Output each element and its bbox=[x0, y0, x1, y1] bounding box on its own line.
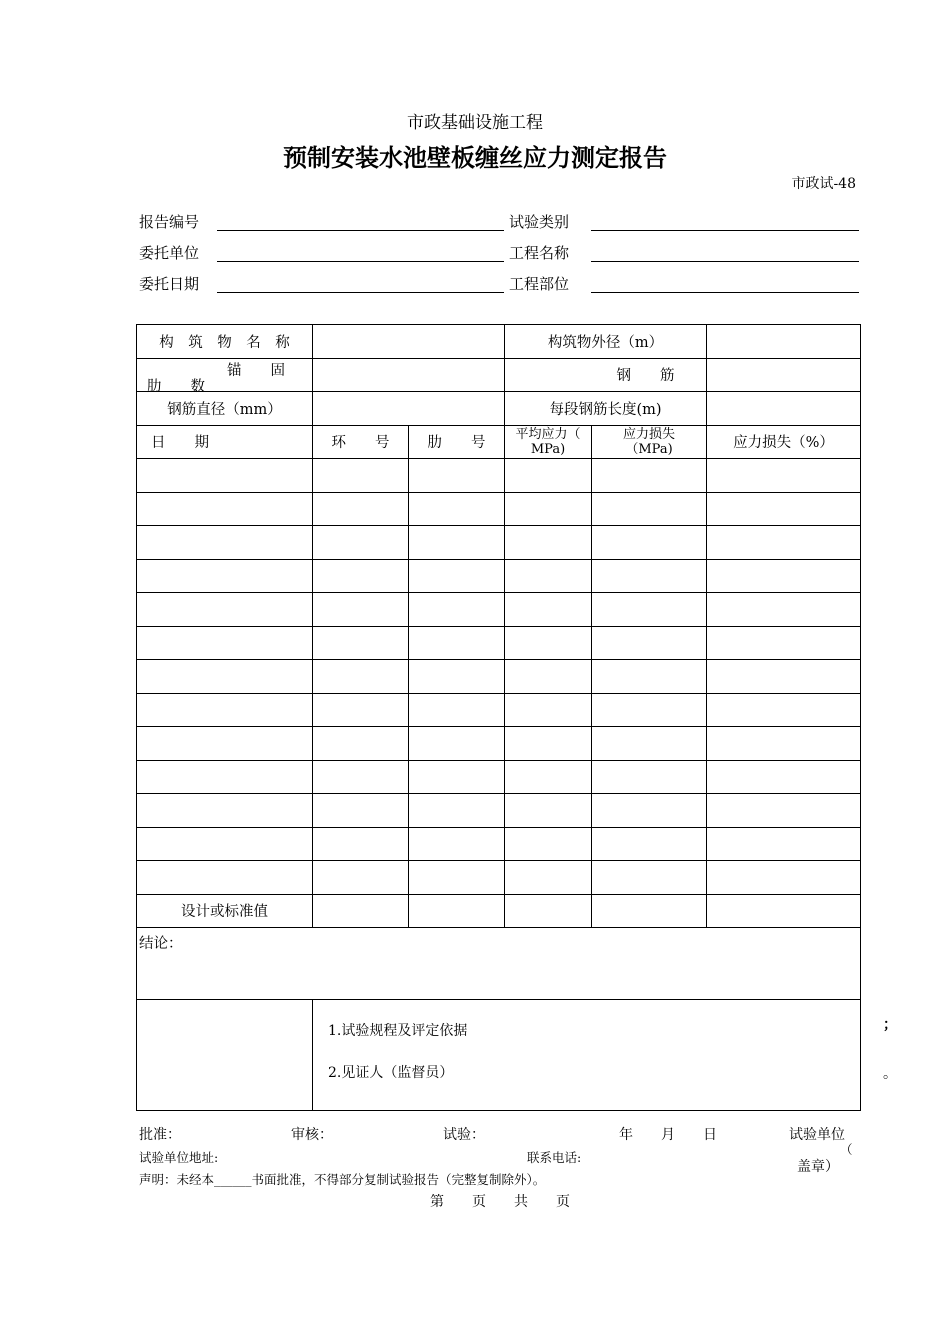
table-row bbox=[137, 693, 861, 727]
test-unit-address: 试验单位地址: bbox=[139, 1150, 219, 1165]
cell[interactable] bbox=[137, 693, 313, 727]
rebar-diameter-label: 钢筋直径（mm） bbox=[137, 392, 313, 426]
cell[interactable] bbox=[707, 760, 861, 794]
rebar-label: 钢 筋 bbox=[505, 358, 707, 392]
note-witness-end: 。 bbox=[883, 1066, 897, 1082]
cell[interactable] bbox=[707, 827, 861, 861]
client-field[interactable] bbox=[217, 261, 504, 262]
footer-date: 年 月 日 bbox=[619, 1127, 717, 1143]
cell[interactable] bbox=[313, 559, 409, 593]
segment-length-value[interactable] bbox=[707, 392, 861, 426]
conclusion-cell[interactable] bbox=[137, 928, 861, 1000]
table-row bbox=[137, 760, 861, 794]
cell[interactable] bbox=[707, 492, 861, 526]
cell[interactable] bbox=[137, 593, 313, 627]
cell[interactable] bbox=[313, 727, 409, 761]
cell[interactable] bbox=[592, 660, 707, 694]
cell[interactable] bbox=[409, 593, 505, 627]
design-value-label: 设计或标准值 bbox=[137, 894, 313, 928]
contact-phone: 联系电话: bbox=[527, 1150, 582, 1165]
cell[interactable] bbox=[137, 459, 313, 493]
cell[interactable] bbox=[313, 794, 409, 828]
cell[interactable] bbox=[707, 626, 861, 660]
cell[interactable] bbox=[592, 559, 707, 593]
col-avg-stress bbox=[505, 425, 592, 459]
cell[interactable] bbox=[707, 559, 861, 593]
cell[interactable] bbox=[313, 626, 409, 660]
col-rib: 肋 号 bbox=[409, 425, 505, 459]
cell[interactable] bbox=[137, 861, 313, 895]
form-number: 市政试-48 bbox=[791, 176, 856, 192]
design-value-cell[interactable] bbox=[505, 894, 592, 928]
col-stress-loss-line1: 应力损失 bbox=[622, 426, 675, 442]
cell[interactable] bbox=[505, 760, 592, 794]
rib-count-label: 肋 数 bbox=[147, 378, 205, 395]
table-row bbox=[137, 861, 861, 895]
table-row bbox=[137, 626, 861, 660]
cell[interactable] bbox=[313, 693, 409, 727]
rebar-value[interactable] bbox=[707, 358, 861, 392]
cell[interactable] bbox=[137, 794, 313, 828]
cell[interactable] bbox=[409, 559, 505, 593]
table-row bbox=[137, 827, 861, 861]
structure-name-value[interactable] bbox=[313, 325, 505, 359]
cell[interactable] bbox=[409, 861, 505, 895]
cell[interactable] bbox=[505, 626, 592, 660]
cell[interactable] bbox=[505, 526, 592, 560]
approve-label: 批准： bbox=[139, 1127, 181, 1143]
cell[interactable] bbox=[505, 459, 592, 493]
cell[interactable] bbox=[505, 727, 592, 761]
project-name-label: 工程名称 bbox=[509, 244, 570, 262]
cell[interactable] bbox=[505, 827, 592, 861]
cell[interactable] bbox=[707, 794, 861, 828]
cell[interactable] bbox=[409, 626, 505, 660]
cell[interactable] bbox=[505, 794, 592, 828]
anchor-rib-label bbox=[137, 358, 313, 395]
project-name-field[interactable] bbox=[591, 261, 859, 262]
anchor-label: 锚 固 bbox=[227, 362, 285, 379]
cell[interactable] bbox=[313, 459, 409, 493]
design-value-cell[interactable] bbox=[313, 894, 409, 928]
cell[interactable] bbox=[409, 660, 505, 694]
cell[interactable] bbox=[505, 593, 592, 627]
cell[interactable] bbox=[592, 626, 707, 660]
col-stress-loss-pct: 应力损失（%） bbox=[707, 425, 861, 459]
cell[interactable] bbox=[592, 794, 707, 828]
cell[interactable] bbox=[137, 492, 313, 526]
notes-blank-cell bbox=[137, 1000, 313, 1111]
cell[interactable] bbox=[505, 660, 592, 694]
cell[interactable] bbox=[592, 827, 707, 861]
col-stress-loss-line2: （MPa) bbox=[625, 441, 673, 457]
report-no-label: 报告编号 bbox=[139, 213, 200, 231]
conclusion-label: 结论： bbox=[139, 936, 183, 952]
notes-cell bbox=[313, 1000, 897, 1111]
rib-count-value[interactable] bbox=[313, 358, 505, 392]
cell[interactable] bbox=[409, 459, 505, 493]
test-unit-seal: 盖章） bbox=[797, 1159, 839, 1175]
structure-name-label: 构 筑 物 名 称 bbox=[137, 325, 313, 359]
cell[interactable] bbox=[707, 593, 861, 627]
note-standard: 1.试验规程及评定依据 bbox=[328, 1023, 468, 1039]
cell[interactable] bbox=[409, 794, 505, 828]
page-number: 第 页 共 页 bbox=[430, 1194, 570, 1210]
cell[interactable] bbox=[137, 526, 313, 560]
test-type-label: 试验类别 bbox=[509, 213, 570, 231]
test-unit-paren: （ bbox=[840, 1142, 853, 1157]
cell[interactable] bbox=[592, 760, 707, 794]
note-witness: 2.见证人（监督员） bbox=[328, 1065, 454, 1081]
report-no-field[interactable] bbox=[217, 230, 504, 231]
design-value-cell[interactable] bbox=[592, 894, 707, 928]
cell[interactable] bbox=[409, 526, 505, 560]
col-stress-loss bbox=[592, 425, 707, 459]
design-value-cell[interactable] bbox=[707, 894, 861, 928]
segment-length-label: 每段钢筋长度(m) bbox=[505, 392, 707, 426]
table-row bbox=[137, 794, 861, 828]
cell[interactable] bbox=[313, 593, 409, 627]
cell[interactable] bbox=[137, 827, 313, 861]
declaration: 声明：未经本______书面批准，不得部分复制试验报告（完整复制除外）。 bbox=[139, 1172, 546, 1187]
cell[interactable] bbox=[707, 727, 861, 761]
cell[interactable] bbox=[313, 861, 409, 895]
cell[interactable] bbox=[313, 660, 409, 694]
table-row bbox=[137, 459, 861, 493]
table-row bbox=[137, 492, 861, 526]
cell[interactable] bbox=[707, 526, 861, 560]
cell[interactable] bbox=[592, 459, 707, 493]
review-label: 审核： bbox=[291, 1127, 333, 1143]
cell[interactable] bbox=[505, 693, 592, 727]
outer-diameter-value[interactable] bbox=[707, 325, 861, 359]
cell[interactable] bbox=[707, 660, 861, 694]
cell[interactable] bbox=[137, 660, 313, 694]
cell[interactable] bbox=[137, 626, 313, 660]
cell[interactable] bbox=[313, 760, 409, 794]
cell[interactable] bbox=[707, 861, 861, 895]
col-avg-stress-line1: 平均应力（ bbox=[515, 426, 581, 442]
cell[interactable] bbox=[409, 827, 505, 861]
cell[interactable] bbox=[707, 459, 861, 493]
col-avg-stress-line2: MPa) bbox=[530, 441, 566, 457]
cell[interactable] bbox=[313, 492, 409, 526]
table-row bbox=[137, 593, 861, 627]
page-title: 预制安装水池壁板缠丝应力测定报告 bbox=[283, 144, 667, 172]
table-row bbox=[137, 526, 861, 560]
cell[interactable] bbox=[409, 760, 505, 794]
cell[interactable] bbox=[409, 693, 505, 727]
cell[interactable] bbox=[313, 526, 409, 560]
page-subtitle: 市政基础设施工程 bbox=[407, 113, 543, 133]
measurement-table bbox=[136, 324, 897, 1111]
cell[interactable] bbox=[592, 693, 707, 727]
cell[interactable] bbox=[592, 526, 707, 560]
client-label: 委托单位 bbox=[139, 244, 200, 262]
table-row bbox=[137, 660, 861, 694]
part-field[interactable] bbox=[591, 292, 859, 293]
table-row bbox=[137, 727, 861, 761]
cell[interactable] bbox=[505, 559, 592, 593]
cell[interactable] bbox=[505, 492, 592, 526]
test-type-field[interactable] bbox=[591, 230, 859, 231]
design-value-cell[interactable] bbox=[409, 894, 505, 928]
cell[interactable] bbox=[137, 727, 313, 761]
part-label: 工程部位 bbox=[509, 275, 570, 293]
cell[interactable] bbox=[592, 861, 707, 895]
cell[interactable] bbox=[707, 693, 861, 727]
note-standard-end: ； bbox=[883, 1017, 897, 1033]
date-field[interactable] bbox=[217, 292, 504, 293]
cell[interactable] bbox=[313, 827, 409, 861]
outer-diameter-label: 构筑物外径（m） bbox=[505, 325, 707, 359]
cell[interactable] bbox=[592, 593, 707, 627]
table-row bbox=[137, 559, 861, 593]
cell[interactable] bbox=[409, 492, 505, 526]
cell[interactable] bbox=[137, 559, 313, 593]
date-label: 委托日期 bbox=[139, 275, 200, 293]
cell[interactable] bbox=[505, 861, 592, 895]
col-date: 日 期 bbox=[137, 425, 313, 459]
rebar-diameter-value[interactable] bbox=[313, 392, 505, 426]
cell[interactable] bbox=[409, 727, 505, 761]
test-unit-label: 试验单位 bbox=[789, 1127, 845, 1143]
test-label: 试验： bbox=[443, 1127, 485, 1143]
cell[interactable] bbox=[137, 760, 313, 794]
cell[interactable] bbox=[592, 727, 707, 761]
cell[interactable] bbox=[592, 492, 707, 526]
col-ring: 环 号 bbox=[313, 425, 409, 459]
